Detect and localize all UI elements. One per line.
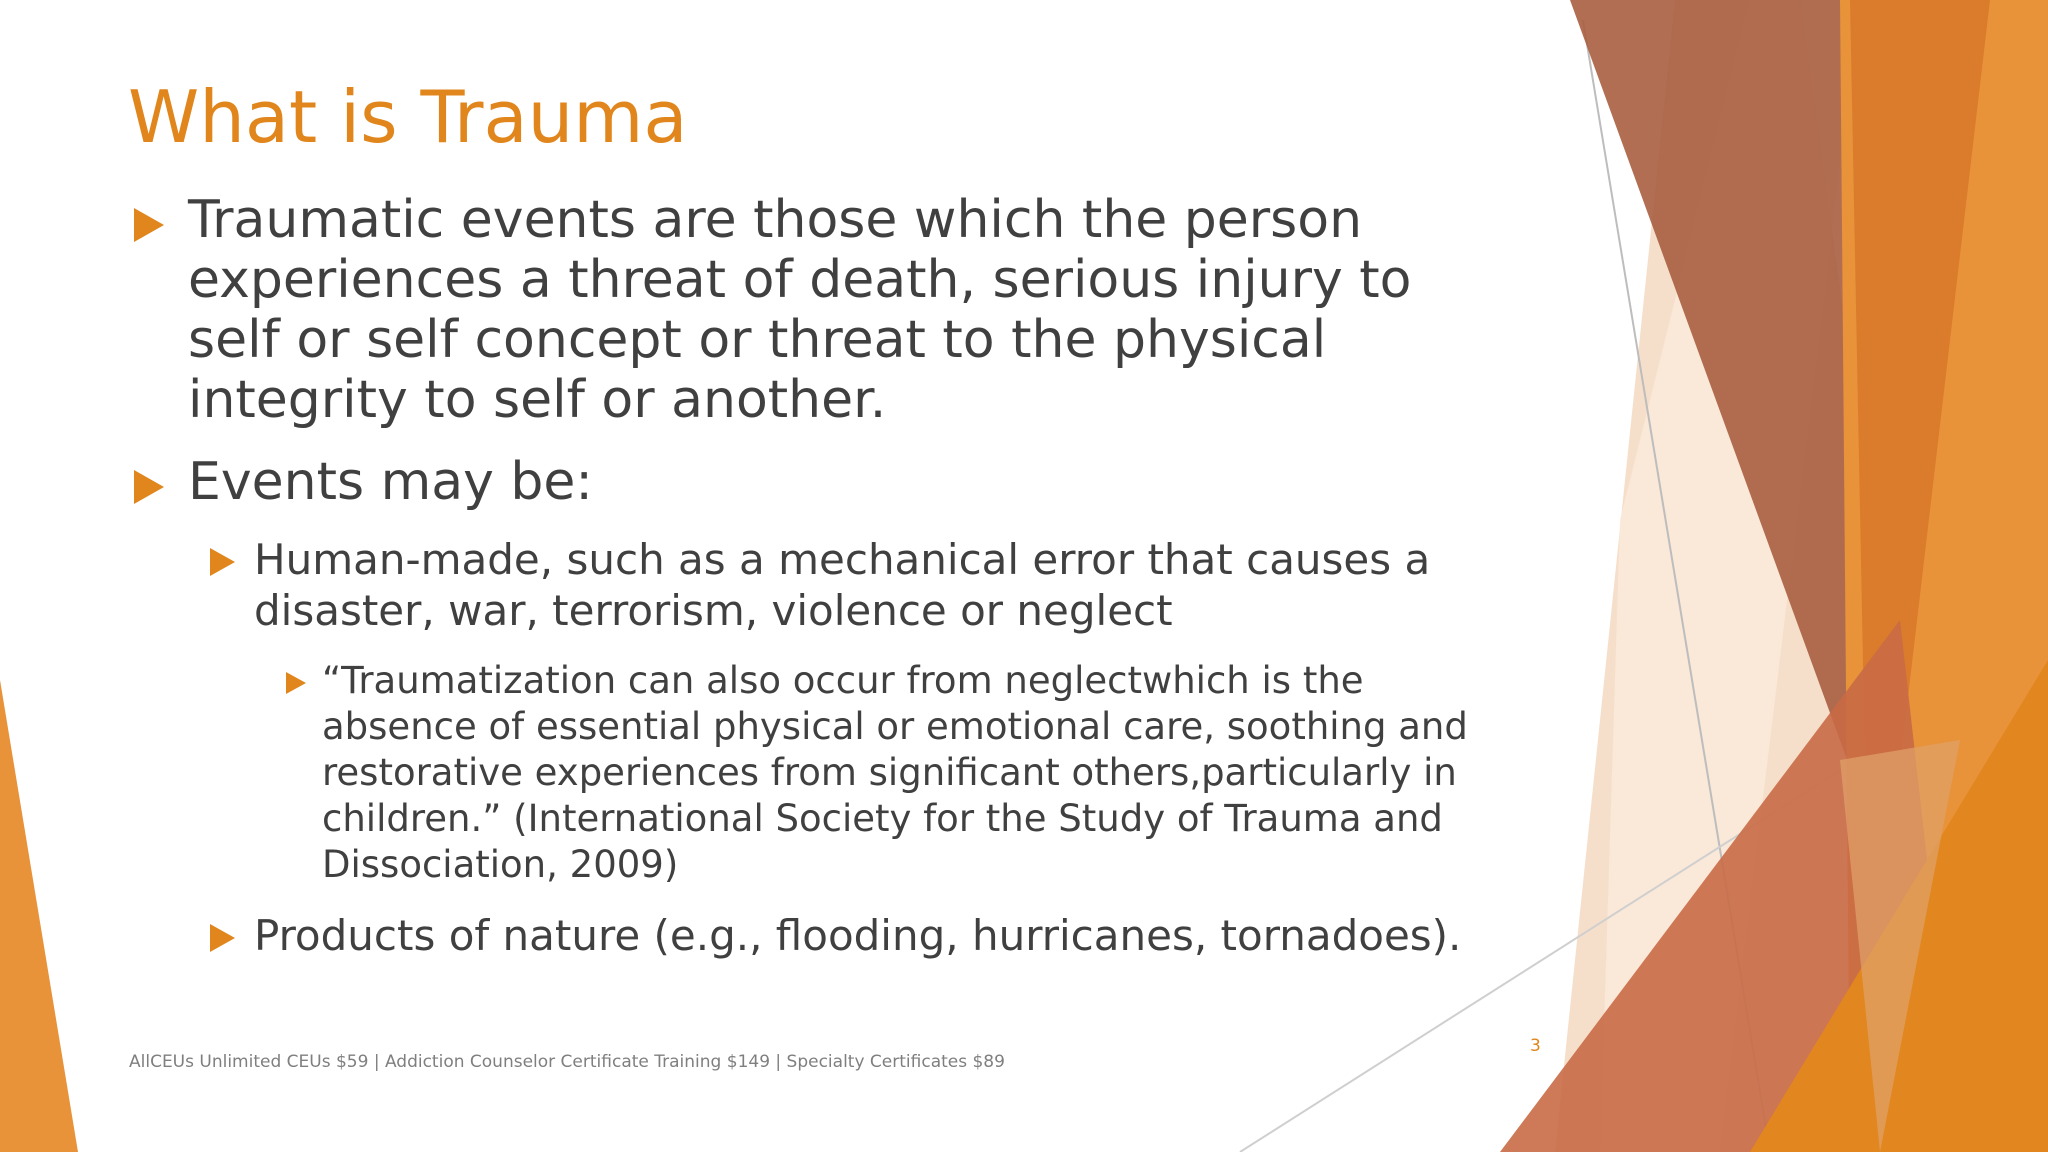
bullet-text: Traumatic events are those which the person experiences a threat of death, serious injury to self or self concept or threat to the physical integrity to self or another.: [188, 190, 1412, 430]
sub-bullet-human-made: [254, 534, 1494, 636]
triangle-right-icon: [134, 470, 164, 504]
bullet-events-may-be: [188, 452, 1518, 512]
sub-bullet-products-of-nature: [254, 910, 1534, 961]
sub-bullet-text: Human-made, such as a mechanical error that causes a disaster, war, terrorism, violence or neglect: [254, 535, 1431, 635]
sub-bullet-text: Products of nature (e.g., flooding, hurricanes, tornadoes).: [254, 911, 1462, 960]
triangle-right-icon: [210, 548, 235, 576]
triangle-right-icon: [286, 672, 306, 694]
quote-text: “Traumatization can also occur from neglectwhich is the absence of essential physical or emotional care, soothing and restorative experiences from significant others,particularly in children.” (International Society for the Study of Trauma and Dissociation, 2009): [322, 659, 1468, 886]
bullet-traumatic-events: [188, 190, 1518, 430]
bullet-text: Events may be:: [188, 452, 593, 512]
page-number: 3: [1530, 1036, 1541, 1056]
slide-title: What is Trauma: [128, 75, 688, 159]
sub-sub-bullet-quote: [322, 658, 1512, 888]
triangle-right-icon: [134, 208, 164, 242]
triangle-right-icon: [210, 924, 235, 952]
left-accent-shape: [0, 680, 78, 1152]
slide-footer: AllCEUs Unlimited CEUs $59 | Addiction Counselor Certificate Training $149 | Specialty Certificates $89: [129, 1052, 1005, 1072]
